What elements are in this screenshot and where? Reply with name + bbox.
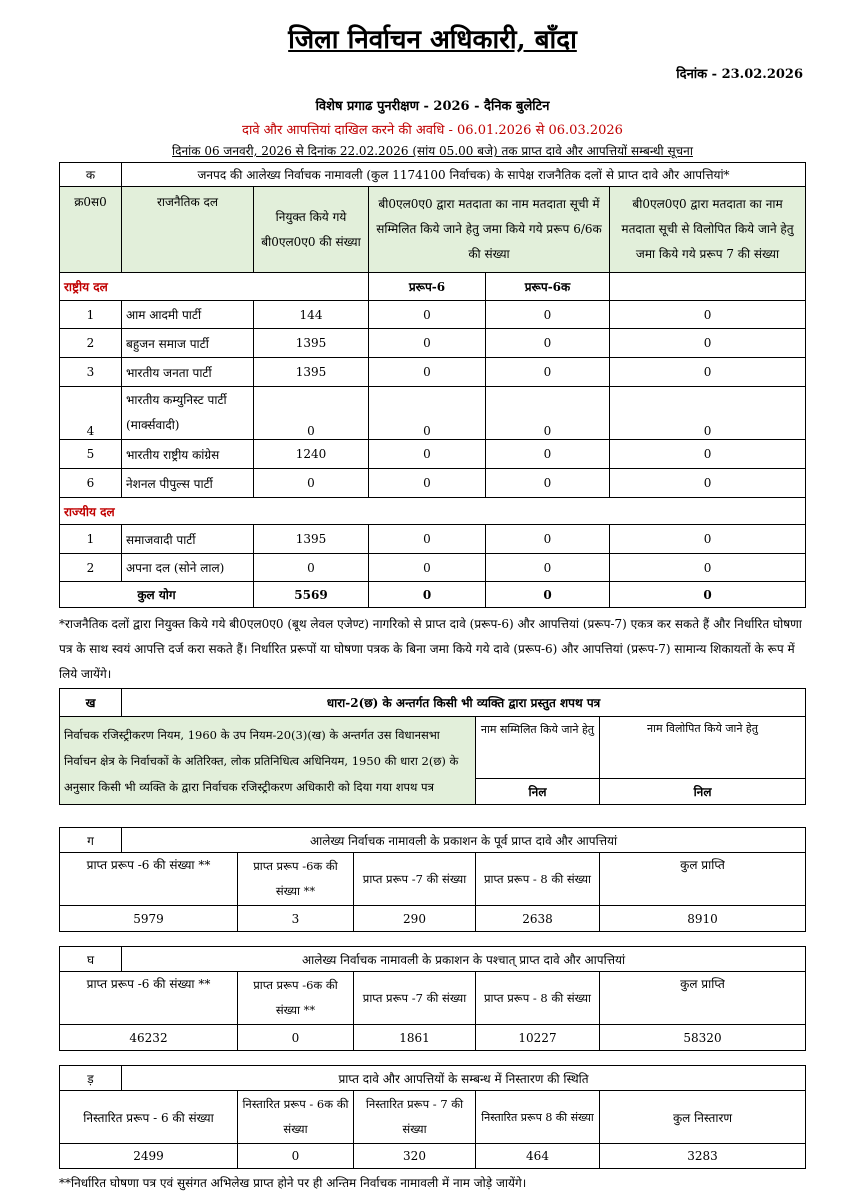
table-row (60, 525, 806, 554)
total-f6: 0 (369, 582, 486, 608)
col-header: प्राप्त प्ररूप -6क की संख्या ** (238, 853, 354, 906)
section-label: ख (60, 689, 122, 717)
col-header-del: बी0एल0ए0 द्वारा मतदाता का नाम मतदाता सूची से विलोपित किये जाने हेतु जमा किये गये प्ररूप 7 की संख्या (610, 187, 806, 273)
cell-sno: 1 (60, 525, 122, 554)
col-header: कुल प्राप्ति (600, 972, 806, 1025)
disposal-status-table (59, 1065, 806, 1169)
value-cell: 290 (354, 906, 476, 932)
claims-period: दावे और आपत्तियां दाखिल करने की अवधि - 06.01.2026 से 06.03.2026 (242, 123, 623, 138)
col-header-sno: क्र0स0 (60, 187, 122, 273)
table-row (60, 554, 806, 582)
cell-sno: 4 (60, 387, 122, 440)
cell-f7: 0 (610, 329, 806, 358)
cell-f6k: 0 (486, 329, 610, 358)
value-cell: 2499 (60, 1144, 238, 1169)
section-label: ग (60, 828, 122, 853)
cell-party: आम आदमी पार्टी (122, 301, 254, 329)
col-header: निस्तारित प्ररूप - 6क की संख्या (238, 1091, 354, 1144)
value-cell: 58320 (600, 1025, 806, 1051)
cell-party: समाजवादी पार्टी (122, 525, 254, 554)
national-parties-label: राष्ट्रीय दल (60, 273, 369, 301)
col-header-del: नाम विलोपित किये जाने हेतु (600, 717, 806, 779)
cell-bla: 1395 (254, 525, 369, 554)
cell-bla: 0 (254, 387, 369, 440)
cell-f6k: 0 (486, 554, 610, 582)
cell-f7: 0 (610, 301, 806, 329)
cell-bla: 1395 (254, 329, 369, 358)
value-cell: 10227 (476, 1025, 600, 1051)
section-heading: आलेख्य निर्वाचक नामावली के प्रकाशन के पश्चात् प्राप्त दावे और आपत्तियां (122, 947, 806, 972)
value-cell: 464 (476, 1144, 600, 1169)
cell-sno: 1 (60, 301, 122, 329)
pre-publication-table (59, 827, 806, 932)
state-parties-label: राज्यीय दल (60, 498, 806, 525)
cell-f6k: 0 (486, 469, 610, 498)
affidavit-add-value: निल (476, 779, 600, 805)
cell-f6k: 0 (486, 525, 610, 554)
form6-header: प्ररूप-6 (369, 273, 486, 301)
total-label: कुल योग (60, 582, 254, 608)
cell-f6: 0 (369, 358, 486, 387)
table-row (60, 387, 806, 440)
page-title: जिला निर्वाचन अधिकारी, बाँदा (288, 25, 577, 55)
value-cell: 8910 (600, 906, 806, 932)
table-row (60, 469, 806, 498)
section-heading: प्राप्त दावे और आपत्तियों के सम्बन्ध में निस्तारण की स्थिति (122, 1066, 806, 1091)
cell-f6: 0 (369, 329, 486, 358)
col-header: प्राप्त प्ररूप -7 की संख्या (354, 972, 476, 1025)
cell-f6k: 0 (486, 301, 610, 329)
col-header: प्राप्त प्ररूप - 8 की संख्या (476, 853, 600, 906)
cell-sno: 3 (60, 358, 122, 387)
value-cell: 3 (238, 906, 354, 932)
value-cell: 46232 (60, 1025, 238, 1051)
col-header: प्राप्त प्ररूप -6 की संख्या ** (60, 853, 238, 906)
section-label: क (60, 163, 122, 187)
cell-f7: 0 (610, 387, 806, 440)
notice-line: दिनांक 06 जनवरी, 2026 से दिनांक 22.02.2026 (सांय 05.00 बजे) तक प्राप्त दावे और आपत्तियों सम्बन्धी सूचना (172, 144, 693, 158)
col-header: प्राप्त प्ररूप - 8 की संख्या (476, 972, 600, 1025)
total-row (60, 582, 806, 608)
cell-bla: 0 (254, 554, 369, 582)
col-header-bla: नियुक्त किये गये बी0एल0ए0 की संख्या (254, 187, 369, 273)
affidavit-description: निर्वाचक रजिस्ट्रीकरण नियम, 1960 के उप नियम-20(3)(ख) के अन्तर्गत उस विधानसभा निर्वाचन क्षेत्र के निर्वाचकों के अतिरिक्त, लोक प्रतिनिधित्व अधिनियम, 1950 की धारा 2(छ) के अनुसार किसी भी व्यक्ति के द्वारा निर्वाचक रजिस्ट्रीकरण अधिकारी को दिया गया शपथ पत्र (60, 717, 476, 805)
value-cell: 1861 (354, 1025, 476, 1051)
cell-f6k: 0 (486, 358, 610, 387)
cell-sno: 5 (60, 440, 122, 469)
section-heading: धारा-2(छ) के अन्तर्गत किसी भी व्यक्ति द्वारा प्रस्तुत शपथ पत्र (122, 689, 806, 717)
cell-f6: 0 (369, 440, 486, 469)
cell-f6: 0 (369, 554, 486, 582)
cell-sno: 2 (60, 329, 122, 358)
col-header-add: नाम सम्मिलित किये जाने हेतु (476, 717, 600, 779)
value-cell: 0 (238, 1025, 354, 1051)
footer-note: **निर्धारित घोषणा पत्र एवं सुसंगत अभिलेख प्राप्त होने पर ही अन्तिम निर्वाचक नामावली में नाम जोड़े जायेंगे। (59, 1176, 527, 1190)
cell-bla: 1395 (254, 358, 369, 387)
cell-party: नेशनल पीपुल्स पार्टी (122, 469, 254, 498)
section-heading: जनपद की आलेख्य निर्वाचक नामावली (कुल 1174100 निर्वाचक) के सापेक्ष राजनैतिक दलों से प्राप्त दावे और आपत्तियां* (122, 163, 806, 187)
table-row (60, 1025, 806, 1051)
cell-party: भारतीय कम्युनिस्ट पार्टी (मार्क्सवादी) (122, 387, 254, 440)
value-cell: 3283 (600, 1144, 806, 1169)
affidavit-del-value: निल (600, 779, 806, 805)
total-bla: 5569 (254, 582, 369, 608)
table-row (60, 906, 806, 932)
col-header: प्राप्त प्ररूप -7 की संख्या (354, 853, 476, 906)
total-f6k: 0 (486, 582, 610, 608)
cell-party: अपना दल (सोने लाल) (122, 554, 254, 582)
col-header: प्राप्त प्ररूप -6क की संख्या ** (238, 972, 354, 1025)
post-publication-table (59, 946, 806, 1051)
bulletin-subtitle: विशेष प्रगाढ पुनरीक्षण - 2026 - दैनिक बुलेटिन (315, 99, 550, 114)
value-cell: 0 (238, 1144, 354, 1169)
cell-f7: 0 (610, 440, 806, 469)
cell-f7: 0 (610, 469, 806, 498)
table-row (60, 329, 806, 358)
col-header: निस्तारित प्ररूप 8 की संख्या (476, 1091, 600, 1144)
cell-bla: 144 (254, 301, 369, 329)
total-f7: 0 (610, 582, 806, 608)
cell-party: भारतीय जनता पार्टी (122, 358, 254, 387)
value-cell: 2638 (476, 906, 600, 932)
affidavit-table (59, 688, 806, 805)
section-label: घ (60, 947, 122, 972)
col-header: कुल निस्तारण (600, 1091, 806, 1144)
cell-f7: 0 (610, 358, 806, 387)
cell-f6: 0 (369, 525, 486, 554)
empty-cell (610, 273, 806, 301)
cell-f6k: 0 (486, 387, 610, 440)
party-footnote: *राजनैतिक दलों द्वारा नियुक्त किये गये बी0एल0ए0 (बूथ लेवल एजेण्ट) नागरिको से प्राप्त दावे (प्ररूप-6) और आपत्तियां (प्ररूप-7) एकत्र कर सकते हैं और निर्धारित घोषणा पत्र के साथ स्वयं आपत्ति दर्ज करा सकते हैं। निर्धारित प्ररूपों या घोषणा पत्रक के बिना जमा किये गये दावे (प्ररूप-6) और आपत्तियां (प्ररूप-7) सामान्य शिकायतों के रूप में लिये जायेंगे। (59, 617, 802, 681)
cell-bla: 1240 (254, 440, 369, 469)
value-cell: 320 (354, 1144, 476, 1169)
table-row (60, 358, 806, 387)
cell-sno: 2 (60, 554, 122, 582)
cell-f6: 0 (369, 301, 486, 329)
cell-f6: 0 (369, 469, 486, 498)
bulletin-date: दिनांक - 23.02.2026 (676, 67, 803, 82)
cell-party: भारतीय राष्ट्रीय कांग्रेस (122, 440, 254, 469)
col-header: निस्तारित प्ररूप - 7 की संख्या (354, 1091, 476, 1144)
cell-sno: 6 (60, 469, 122, 498)
form6k-header: प्ररूप-6क (486, 273, 610, 301)
table-row (60, 1144, 806, 1169)
cell-f6: 0 (369, 387, 486, 440)
col-header: प्राप्त प्ररूप -6 की संख्या ** (60, 972, 238, 1025)
value-cell: 5979 (60, 906, 238, 932)
cell-f7: 0 (610, 525, 806, 554)
col-header: निस्तारित प्ररूप - 6 की संख्या (60, 1091, 238, 1144)
section-label: ड़ (60, 1066, 122, 1091)
party-claims-table (59, 162, 806, 608)
col-header: कुल प्राप्ति (600, 853, 806, 906)
table-row (60, 440, 806, 469)
cell-bla: 0 (254, 469, 369, 498)
cell-party: बहुजन समाज पार्टी (122, 329, 254, 358)
cell-f7: 0 (610, 554, 806, 582)
col-header-party: राजनैतिक दल (122, 187, 254, 273)
table-row (60, 301, 806, 329)
cell-f6k: 0 (486, 440, 610, 469)
col-header-add: बी0एल0ए0 द्वारा मतदाता का नाम मतदाता सूची में सम्मिलित किये जाने हेतु जमा किये गये प्ररूप 6/6क की संख्या (369, 187, 610, 273)
section-heading: आलेख्य निर्वाचक नामावली के प्रकाशन के पूर्व प्राप्त दावे और आपत्तियां (122, 828, 806, 853)
